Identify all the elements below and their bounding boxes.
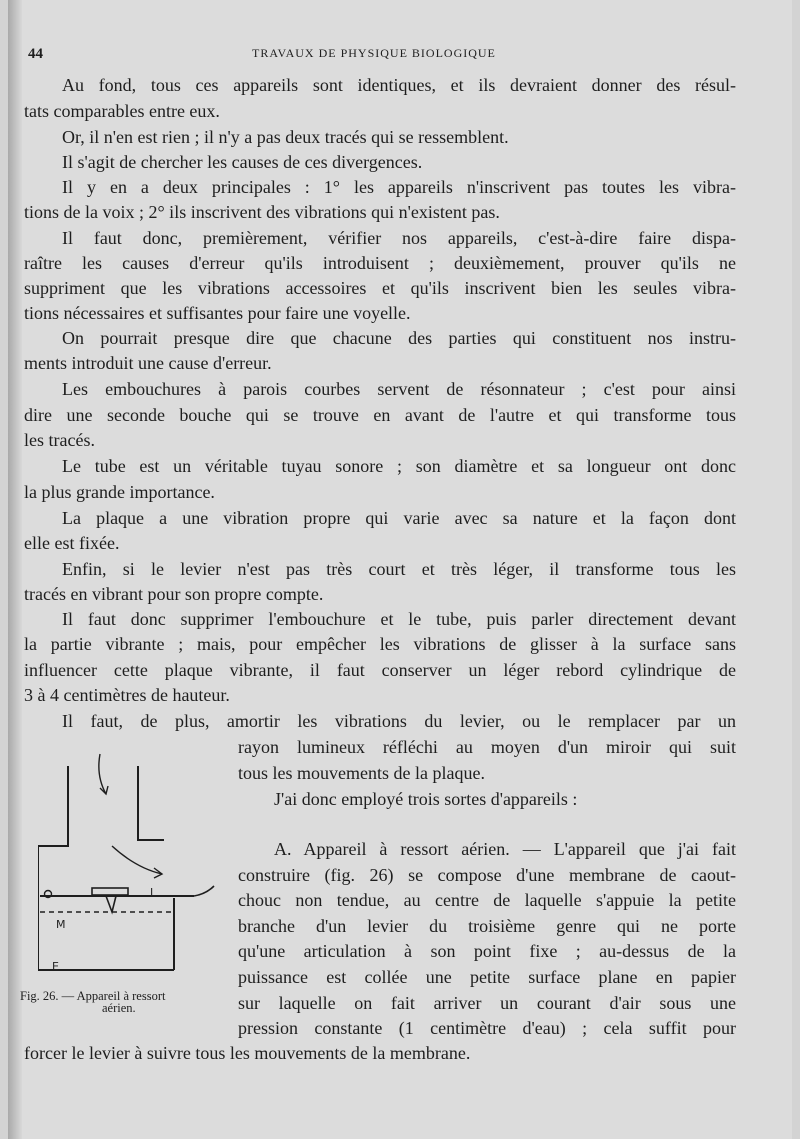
body-line: tats comparables entre eux. (24, 101, 220, 121)
body-line: branche d'un levier du troisième genre qui ne porte (238, 916, 736, 936)
body-line: Les embouchures à parois courbes servent de résonnateur ; c'est pour ainsi (62, 379, 736, 399)
body-line: qu'une articulation à son point fixe ; au-dessus de la (238, 941, 736, 961)
body-line: La plaque a une vibration propre qui varie avec sa nature et la façon dont (62, 508, 736, 528)
body-line: tracés en vibrant pour son propre compte. (24, 584, 324, 604)
body-line: rayon lumineux réfléchi au moyen d'un miroir qui suit (238, 737, 736, 757)
body-line: la plus grande importance. (24, 482, 215, 502)
figure-caption-line-2: aérien. (102, 1001, 136, 1015)
body-line: Il faut donc supprimer l'embouchure et le tube, puis parler directement devant (62, 609, 736, 629)
figure-paper-surface (92, 888, 128, 895)
body-line: elle est fixée. (24, 533, 120, 553)
body-line: construire (fig. 26) se compose d'une membrane de caout- (238, 865, 736, 885)
figure-lever-tip (106, 896, 116, 912)
figure-apparatus-diagram (38, 748, 234, 988)
body-line: les tracés. (24, 430, 95, 450)
body-line: ments introduit une cause d'erreur. (24, 353, 272, 373)
body-line: la partie vibrante ; mais, pour empêcher les vibrations de glisser à la surface sans (24, 634, 736, 654)
body-line: pression constante (1 centimètre d'eau) ; cela suffit pour (238, 1018, 736, 1038)
figure-label-m: M (56, 918, 66, 931)
body-line: puissance est collée une petite surface plane en papier (238, 967, 736, 987)
body-line: Il faut, de plus, amortir les vibrations du levier, ou le remplacer par un (62, 711, 736, 731)
body-line: influencer cette plaque vibrante, il faut conserver un léger rebord cylindrique de (24, 660, 736, 680)
running-title: TRAVAUX DE PHYSIQUE BIOLOGIQUE (252, 46, 496, 60)
body-line: chouc non tendue, au centre de laquelle s'appuie la petite (238, 890, 736, 910)
body-line: 3 à 4 centimètres de hauteur. (24, 685, 230, 705)
book-page (8, 0, 792, 1139)
body-line: raître les causes d'erreur qu'ils introduisent ; deuxièmement, prouver qu'ils ne (24, 253, 736, 273)
figure-caption-line-1: Fig. 26. — Appareil à ressort (20, 989, 166, 1003)
body-line: Le tube est un véritable tuyau sonore ; son diamètre et sa longueur ont donc (62, 456, 736, 476)
body-line: On pourrait presque dire que chacune des parties qui constituent nos instru- (62, 328, 736, 348)
body-line: Il faut donc, premièrement, vérifier nos appareils, c'est-à-dire faire dispa- (62, 228, 736, 248)
figure-label-l: L (150, 886, 157, 899)
body-line: Au fond, tous ces appareils sont identiques, et ils devraient donner des résul- (62, 75, 736, 95)
body-line: tions nécessaires et suffisantes pour faire une voyelle. (24, 303, 411, 323)
body-line: suppriment que les vibrations accessoires et qu'ils inscrivent bien les seules vibra- (24, 278, 736, 298)
body-line: sur laquelle on fait arriver un courant d'air sous une (238, 993, 736, 1013)
body-line: dire une seconde bouche qui se trouve en avant de l'autre et qui transforme tous (24, 405, 736, 425)
page-number: 44 (28, 46, 43, 62)
figure-left-wall (38, 766, 174, 970)
body-line: forcer le levier à suivre tous les mouvements de la membrane. (24, 1043, 471, 1063)
body-line: A. Appareil à ressort aérien. — L'appareil que j'ai fait (274, 839, 736, 859)
page-gutter-shadow (8, 0, 22, 1139)
body-line: Il s'agit de chercher les causes de ces divergences. (62, 152, 423, 172)
body-line: Or, il n'en est rien ; il n'y a pas deux tracés qui se ressemblent. (62, 127, 509, 147)
body-line: Enfin, si le levier n'est pas très court et très léger, il transforme tous les (62, 559, 736, 579)
figure-label-e: E (52, 960, 59, 973)
body-line: Il y en a deux principales : 1° les appareils n'inscrivent pas toutes les vibra- (62, 177, 736, 197)
figure-right-wall (138, 766, 164, 840)
body-line: tous les mouvements de la plaque. (238, 763, 485, 783)
body-line: tions de la voix ; 2° ils inscrivent des vibrations qui n'existent pas. (24, 202, 500, 222)
body-line: J'ai donc employé trois sortes d'appareils : (274, 789, 578, 809)
